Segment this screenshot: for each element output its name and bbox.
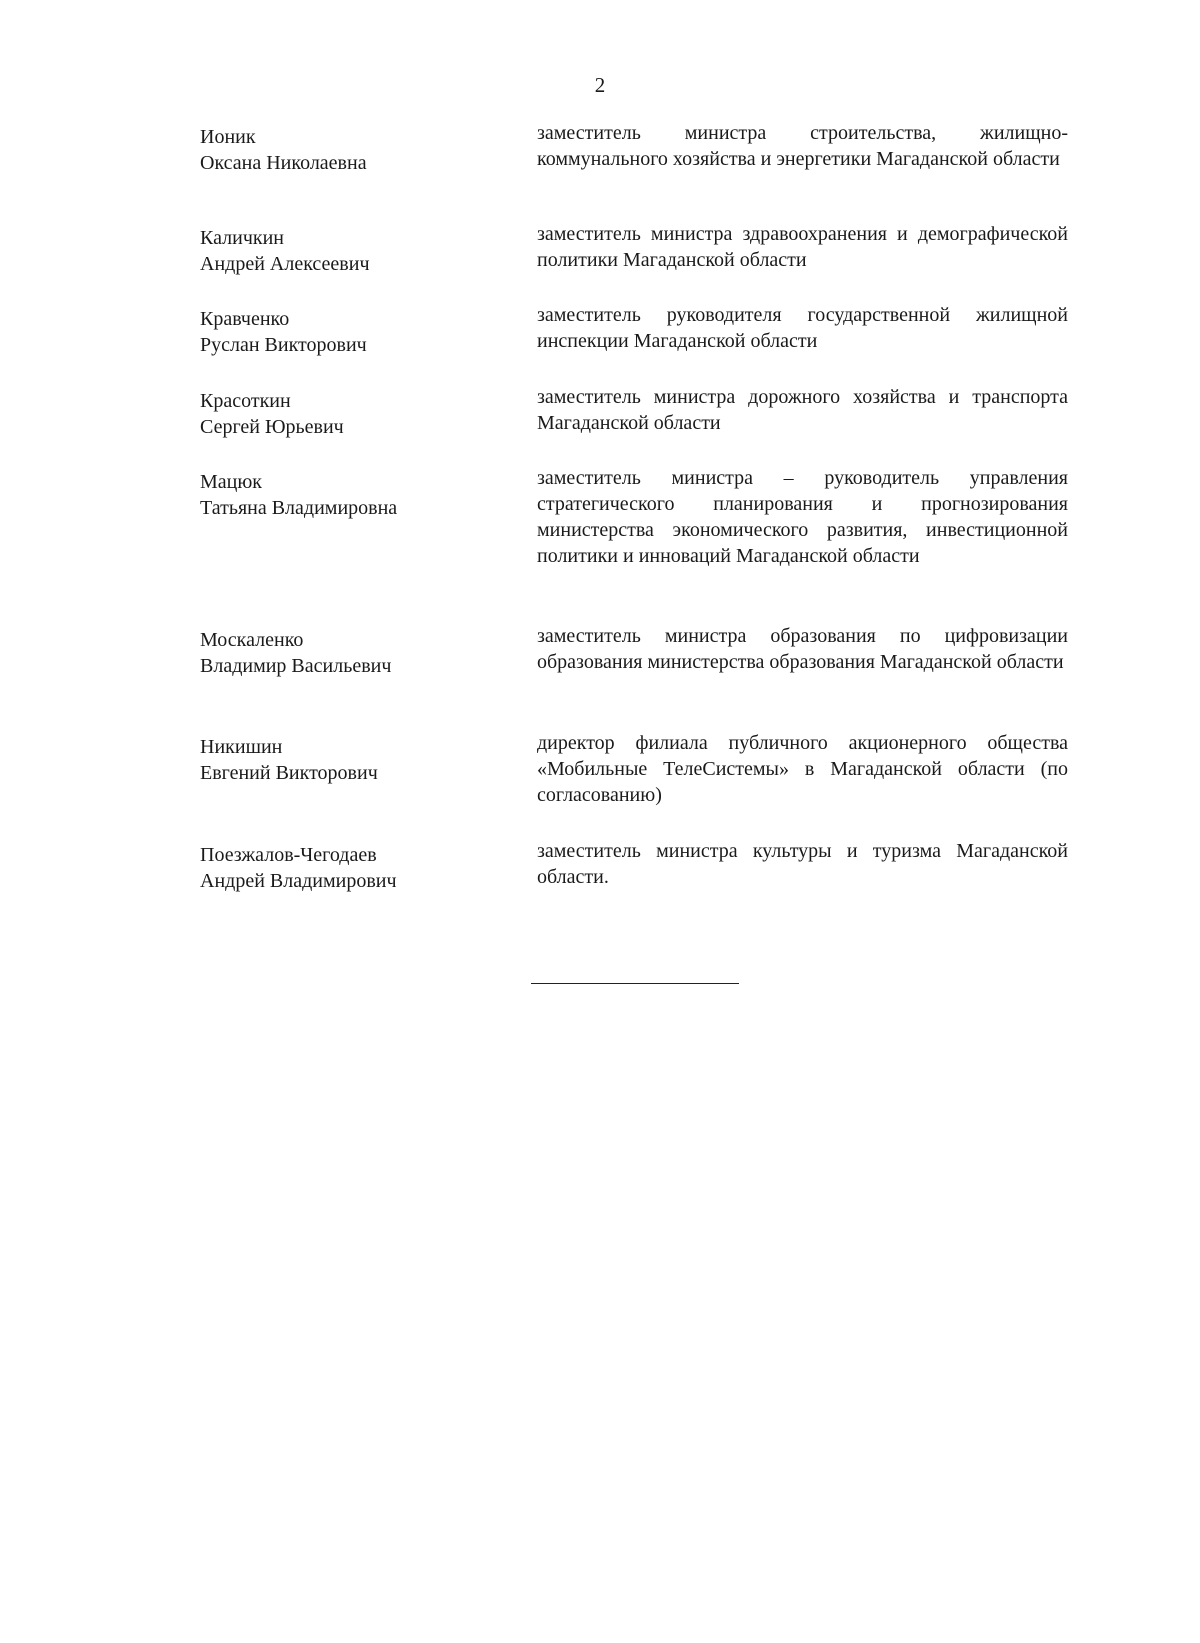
- member-surname: Кравченко: [200, 308, 290, 330]
- member-given-names: Владимир Васильевич: [200, 655, 392, 677]
- member-given-names: Оксана Николаевна: [200, 152, 367, 174]
- member-given-names: Андрей Владимирович: [200, 870, 397, 892]
- member-name: [200, 734, 500, 786]
- member-given-names: Андрей Алексеевич: [200, 253, 370, 275]
- member-given-names: Сергей Юрьевич: [200, 416, 344, 438]
- member-position: заместитель министра здравоохранения и демографической политики Магаданской области: [537, 223, 1068, 271]
- member-surname: Красоткин: [200, 390, 291, 412]
- closing-divider: [531, 983, 739, 984]
- member-surname: Каличкин: [200, 227, 284, 249]
- member-surname: Ионик: [200, 126, 256, 148]
- member-given-names: Руслан Викторович: [200, 334, 367, 356]
- member-position: заместитель министра строительства, жилищно-коммунального хозяйства и энергетики Магаданской области: [537, 122, 1068, 170]
- member-surname: Москаленко: [200, 629, 304, 651]
- member-surname: Никишин: [200, 736, 283, 758]
- member-given-names: Татьяна Владимировна: [200, 497, 398, 519]
- member-name: [200, 627, 500, 679]
- member-name: [200, 388, 500, 440]
- member-name: [200, 842, 500, 894]
- member-name: [200, 225, 500, 277]
- member-given-names: Евгений Викторович: [200, 762, 378, 784]
- member-position: заместитель руководителя государственной жилищной инспекции Магаданской области: [537, 304, 1068, 352]
- member-surname: Поезжалов-Чегодаев: [200, 844, 377, 866]
- member-position: заместитель министра – руководитель управления стратегического планирования и прогнозирования министерства экономического развития, инвестиционной политики и инноваций Магаданской области: [537, 467, 1068, 567]
- member-position: заместитель министра образования по цифровизации образования министерства образования Магаданской области: [537, 625, 1068, 673]
- member-position: директор филиала публичного акционерного общества «Мобильные ТелеСистемы» в Магаданской области (по согласованию): [537, 732, 1068, 806]
- member-name: [200, 469, 500, 521]
- member-surname: Мацюк: [200, 471, 263, 493]
- member-position: заместитель министра культуры и туризма Магаданской области.: [537, 840, 1068, 888]
- member-name: [200, 306, 500, 358]
- page-number: 2: [594, 73, 606, 97]
- member-name: [200, 124, 500, 176]
- member-position: заместитель министра дорожного хозяйства и транспорта Магаданской области: [537, 386, 1068, 434]
